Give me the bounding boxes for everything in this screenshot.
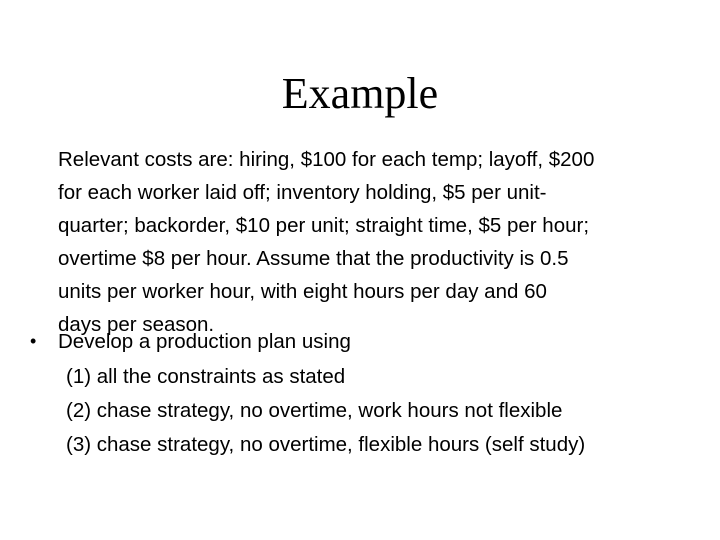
bullet-text: Develop a production plan using xyxy=(58,330,351,353)
intro-line: units per worker hour, with eight hours per day and 60 xyxy=(58,280,547,303)
intro-line: Relevant costs are: hiring, $100 for each temp; layoff, $200 xyxy=(58,148,595,171)
sub-item: (3) chase strategy, no overtime, flexible hours (self study) xyxy=(66,433,586,456)
sub-item: (2) chase strategy, no overtime, work hours not flexible xyxy=(66,399,563,422)
intro-line: days per season. xyxy=(58,313,215,336)
bullet-icon: • xyxy=(30,331,37,351)
intro-line: overtime $8 per hour. Assume that the productivity is 0.5 xyxy=(58,247,569,270)
intro-line: quarter; backorder, $10 per unit; straight time, $5 per hour; xyxy=(58,214,590,237)
intro-line: for each worker laid off; inventory holding, $5 per unit- xyxy=(58,181,547,204)
slide-title: Example xyxy=(281,69,439,118)
sub-item: (1) all the constraints as stated xyxy=(66,365,346,388)
